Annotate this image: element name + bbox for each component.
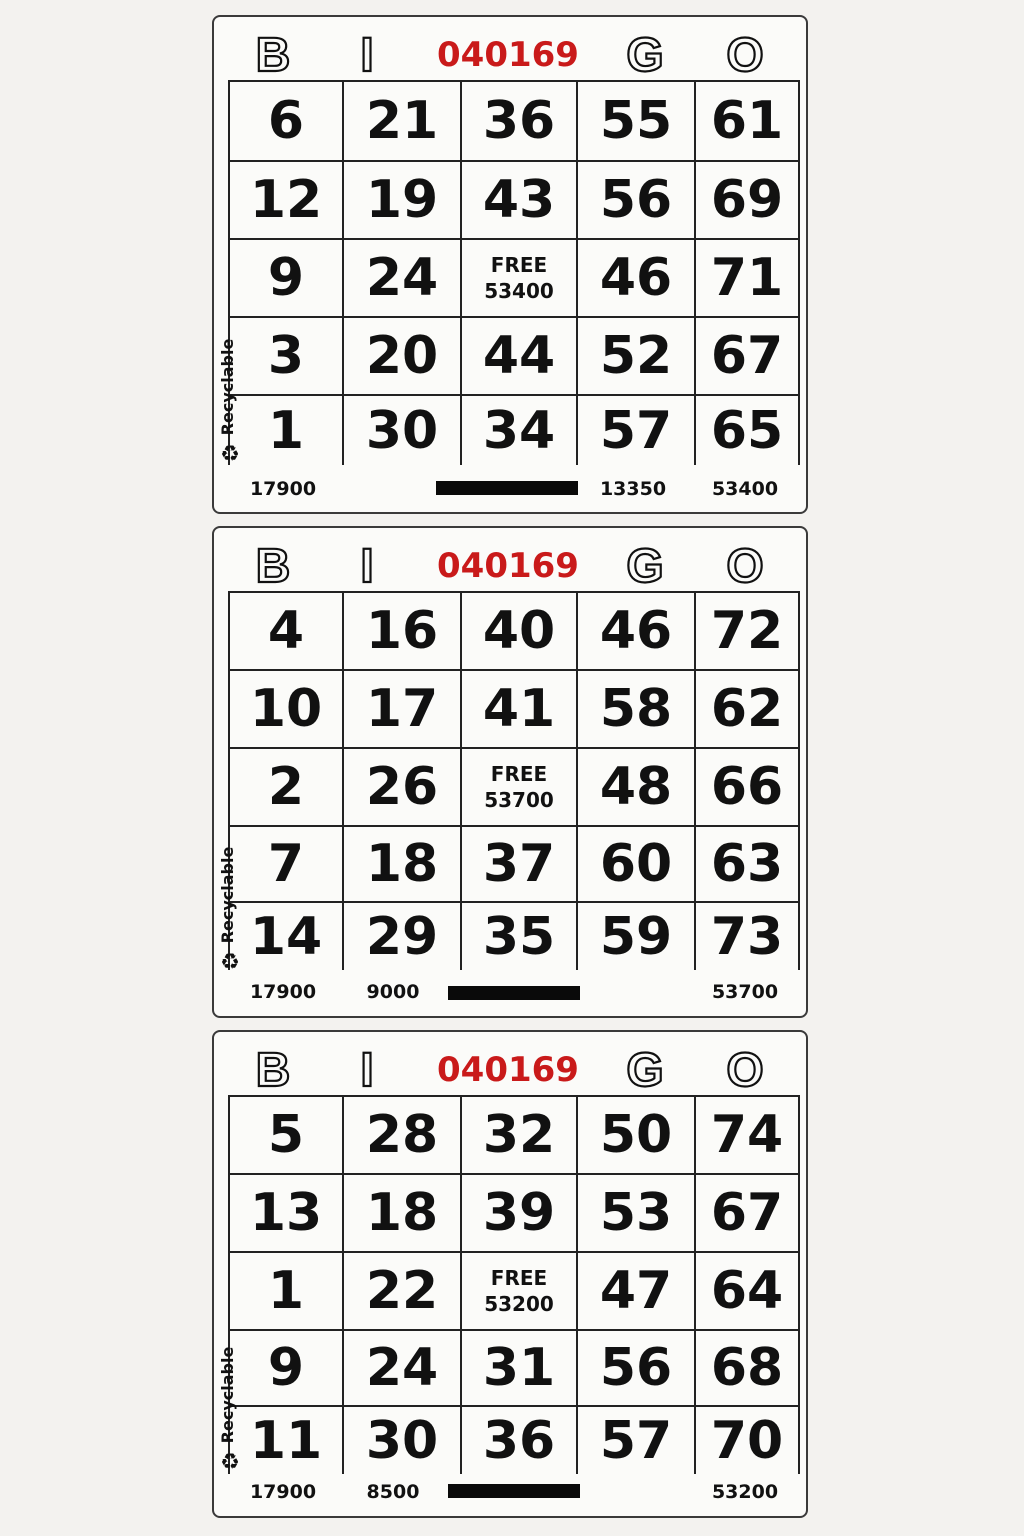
number-cell[interactable]: 57 bbox=[577, 395, 695, 465]
bingo-card bbox=[212, 526, 808, 1018]
number-cell[interactable]: 34 bbox=[461, 395, 577, 465]
number-cell[interactable]: 32 bbox=[461, 1096, 577, 1174]
barcode-bar bbox=[448, 1484, 580, 1498]
number-cell[interactable]: 4 bbox=[229, 592, 343, 670]
header-letter-b: B bbox=[255, 1044, 291, 1097]
recyclable-mark bbox=[218, 835, 242, 975]
number-cell[interactable]: 7 bbox=[229, 826, 343, 902]
number-cell[interactable]: 18 bbox=[343, 826, 461, 902]
number-cell[interactable]: 46 bbox=[577, 592, 695, 670]
recycle-icon: ♻ bbox=[220, 950, 240, 975]
grid-row bbox=[229, 748, 799, 826]
number-cell[interactable]: 58 bbox=[577, 670, 695, 748]
free-number: 53200 bbox=[484, 1292, 554, 1316]
footer-code: 17900 bbox=[249, 478, 317, 500]
number-cell[interactable]: 22 bbox=[343, 1252, 461, 1330]
number-cell[interactable]: 72 bbox=[695, 592, 799, 670]
number-cell[interactable]: 68 bbox=[695, 1330, 799, 1406]
grid-row bbox=[229, 902, 799, 970]
number-cell[interactable]: 28 bbox=[343, 1096, 461, 1174]
header-letter-b: B bbox=[255, 540, 291, 593]
number-cell[interactable]: 31 bbox=[461, 1330, 577, 1406]
serial-number: 040169 bbox=[437, 1050, 579, 1090]
number-cell[interactable]: 29 bbox=[343, 902, 461, 970]
number-cell[interactable]: 46 bbox=[577, 239, 695, 317]
number-cell[interactable]: 40 bbox=[461, 592, 577, 670]
number-cell[interactable]: 24 bbox=[343, 1330, 461, 1406]
grid-row bbox=[229, 317, 799, 395]
free-label: FREE bbox=[490, 253, 548, 277]
number-cell[interactable]: 48 bbox=[577, 748, 695, 826]
number-cell[interactable]: 63 bbox=[695, 826, 799, 902]
recyclable-mark bbox=[218, 1335, 242, 1475]
grid-row bbox=[229, 1406, 799, 1474]
recycle-icon: ♻ bbox=[220, 442, 240, 467]
grid-row bbox=[229, 826, 799, 902]
header-letter-b: B bbox=[255, 29, 291, 82]
recyclable-label: Recyclable bbox=[218, 338, 237, 436]
grid-row bbox=[229, 1330, 799, 1406]
footer-code: 53200 bbox=[711, 1481, 779, 1503]
number-cell[interactable]: 55 bbox=[577, 81, 695, 161]
number-cell[interactable]: 65 bbox=[695, 395, 799, 465]
grid-row bbox=[229, 81, 799, 161]
number-cell[interactable]: 2 bbox=[229, 748, 343, 826]
number-cell[interactable]: 9 bbox=[229, 1330, 343, 1406]
serial-number: 040169 bbox=[437, 35, 579, 75]
number-cell[interactable]: 11 bbox=[229, 1406, 343, 1474]
number-cell[interactable]: 1 bbox=[229, 1252, 343, 1330]
number-cell[interactable]: 30 bbox=[343, 1406, 461, 1474]
header-letter-o: O bbox=[726, 29, 764, 82]
grid-row bbox=[229, 592, 799, 670]
header-letter-i: I bbox=[360, 29, 374, 82]
bingo-card bbox=[212, 1030, 808, 1518]
number-cell[interactable]: 56 bbox=[577, 161, 695, 239]
number-cell[interactable]: 17 bbox=[343, 670, 461, 748]
number-cell[interactable]: 5 bbox=[229, 1096, 343, 1174]
free-label: FREE bbox=[490, 762, 548, 786]
grid-row bbox=[229, 1096, 799, 1174]
serial-number: 040169 bbox=[437, 546, 579, 586]
free-space[interactable] bbox=[461, 748, 577, 826]
recyclable-mark bbox=[218, 327, 242, 467]
number-cell[interactable]: 53 bbox=[577, 1174, 695, 1252]
recyclable-label: Recyclable bbox=[218, 1346, 237, 1444]
number-cell[interactable]: 69 bbox=[695, 161, 799, 239]
number-cell[interactable]: 47 bbox=[577, 1252, 695, 1330]
number-cell[interactable]: 74 bbox=[695, 1096, 799, 1174]
number-cell[interactable]: 44 bbox=[461, 317, 577, 395]
number-cell[interactable]: 20 bbox=[343, 317, 461, 395]
footer-code: 17900 bbox=[249, 981, 317, 1003]
number-cell[interactable]: 14 bbox=[229, 902, 343, 970]
footer-code: 8500 bbox=[366, 1481, 420, 1503]
number-cell[interactable]: 19 bbox=[343, 161, 461, 239]
number-cell[interactable]: 16 bbox=[343, 592, 461, 670]
number-cell[interactable]: 26 bbox=[343, 748, 461, 826]
grid-row bbox=[229, 239, 799, 317]
number-cell[interactable]: 73 bbox=[695, 902, 799, 970]
grid-row bbox=[229, 395, 799, 465]
number-grid bbox=[228, 591, 800, 970]
number-cell[interactable]: 60 bbox=[577, 826, 695, 902]
header-letter-g: G bbox=[626, 1044, 664, 1097]
number-cell[interactable]: 56 bbox=[577, 1330, 695, 1406]
recyclable-label: Recyclable bbox=[218, 846, 237, 944]
number-cell[interactable]: 50 bbox=[577, 1096, 695, 1174]
number-grid bbox=[228, 80, 800, 465]
number-cell[interactable]: 62 bbox=[695, 670, 799, 748]
barcode-bar bbox=[448, 986, 580, 1000]
footer-code: 53700 bbox=[711, 981, 779, 1003]
number-cell[interactable]: 67 bbox=[695, 1174, 799, 1252]
recycle-icon: ♻ bbox=[220, 1450, 240, 1475]
barcode-bar bbox=[436, 481, 578, 495]
number-cell[interactable]: 3 bbox=[229, 317, 343, 395]
number-cell[interactable]: 18 bbox=[343, 1174, 461, 1252]
number-cell[interactable]: 36 bbox=[461, 1406, 577, 1474]
number-cell[interactable]: 13 bbox=[229, 1174, 343, 1252]
free-space[interactable] bbox=[461, 1252, 577, 1330]
number-cell[interactable]: 64 bbox=[695, 1252, 799, 1330]
number-cell[interactable]: 70 bbox=[695, 1406, 799, 1474]
number-cell[interactable]: 6 bbox=[229, 81, 343, 161]
footer-code: 17900 bbox=[249, 1481, 317, 1503]
header-letter-o: O bbox=[726, 1044, 764, 1097]
number-cell[interactable]: 1 bbox=[229, 395, 343, 465]
number-cell[interactable]: 30 bbox=[343, 395, 461, 465]
header-letter-i: I bbox=[360, 1044, 374, 1097]
free-space[interactable] bbox=[461, 239, 577, 317]
number-cell[interactable]: 66 bbox=[695, 748, 799, 826]
footer-code: 53400 bbox=[711, 478, 779, 500]
number-cell[interactable]: 39 bbox=[461, 1174, 577, 1252]
number-cell[interactable]: 36 bbox=[461, 81, 577, 161]
number-cell[interactable]: 41 bbox=[461, 670, 577, 748]
header-letter-i: I bbox=[360, 540, 374, 593]
grid-row bbox=[229, 161, 799, 239]
number-cell[interactable]: 57 bbox=[577, 1406, 695, 1474]
bingo-card bbox=[212, 15, 808, 514]
number-cell[interactable]: 35 bbox=[461, 902, 577, 970]
grid-row bbox=[229, 670, 799, 748]
number-cell[interactable]: 52 bbox=[577, 317, 695, 395]
number-cell[interactable]: 37 bbox=[461, 826, 577, 902]
grid-row bbox=[229, 1174, 799, 1252]
number-grid bbox=[228, 1095, 800, 1474]
free-label: FREE bbox=[490, 1266, 548, 1290]
number-cell[interactable]: 21 bbox=[343, 81, 461, 161]
number-cell[interactable]: 43 bbox=[461, 161, 577, 239]
number-cell[interactable]: 9 bbox=[229, 239, 343, 317]
footer-code: 13350 bbox=[599, 478, 667, 500]
number-cell[interactable]: 59 bbox=[577, 902, 695, 970]
free-number: 53700 bbox=[484, 788, 554, 812]
grid-row bbox=[229, 1252, 799, 1330]
number-cell[interactable]: 71 bbox=[695, 239, 799, 317]
footer-code: 9000 bbox=[366, 981, 420, 1003]
number-cell[interactable]: 10 bbox=[229, 670, 343, 748]
number-cell[interactable]: 24 bbox=[343, 239, 461, 317]
number-cell[interactable]: 61 bbox=[695, 81, 799, 161]
header-letter-g: G bbox=[626, 540, 664, 593]
number-cell[interactable]: 67 bbox=[695, 317, 799, 395]
header-letter-g: G bbox=[626, 29, 664, 82]
number-cell[interactable]: 12 bbox=[229, 161, 343, 239]
free-number: 53400 bbox=[484, 279, 554, 303]
header-letter-o: O bbox=[726, 540, 764, 593]
